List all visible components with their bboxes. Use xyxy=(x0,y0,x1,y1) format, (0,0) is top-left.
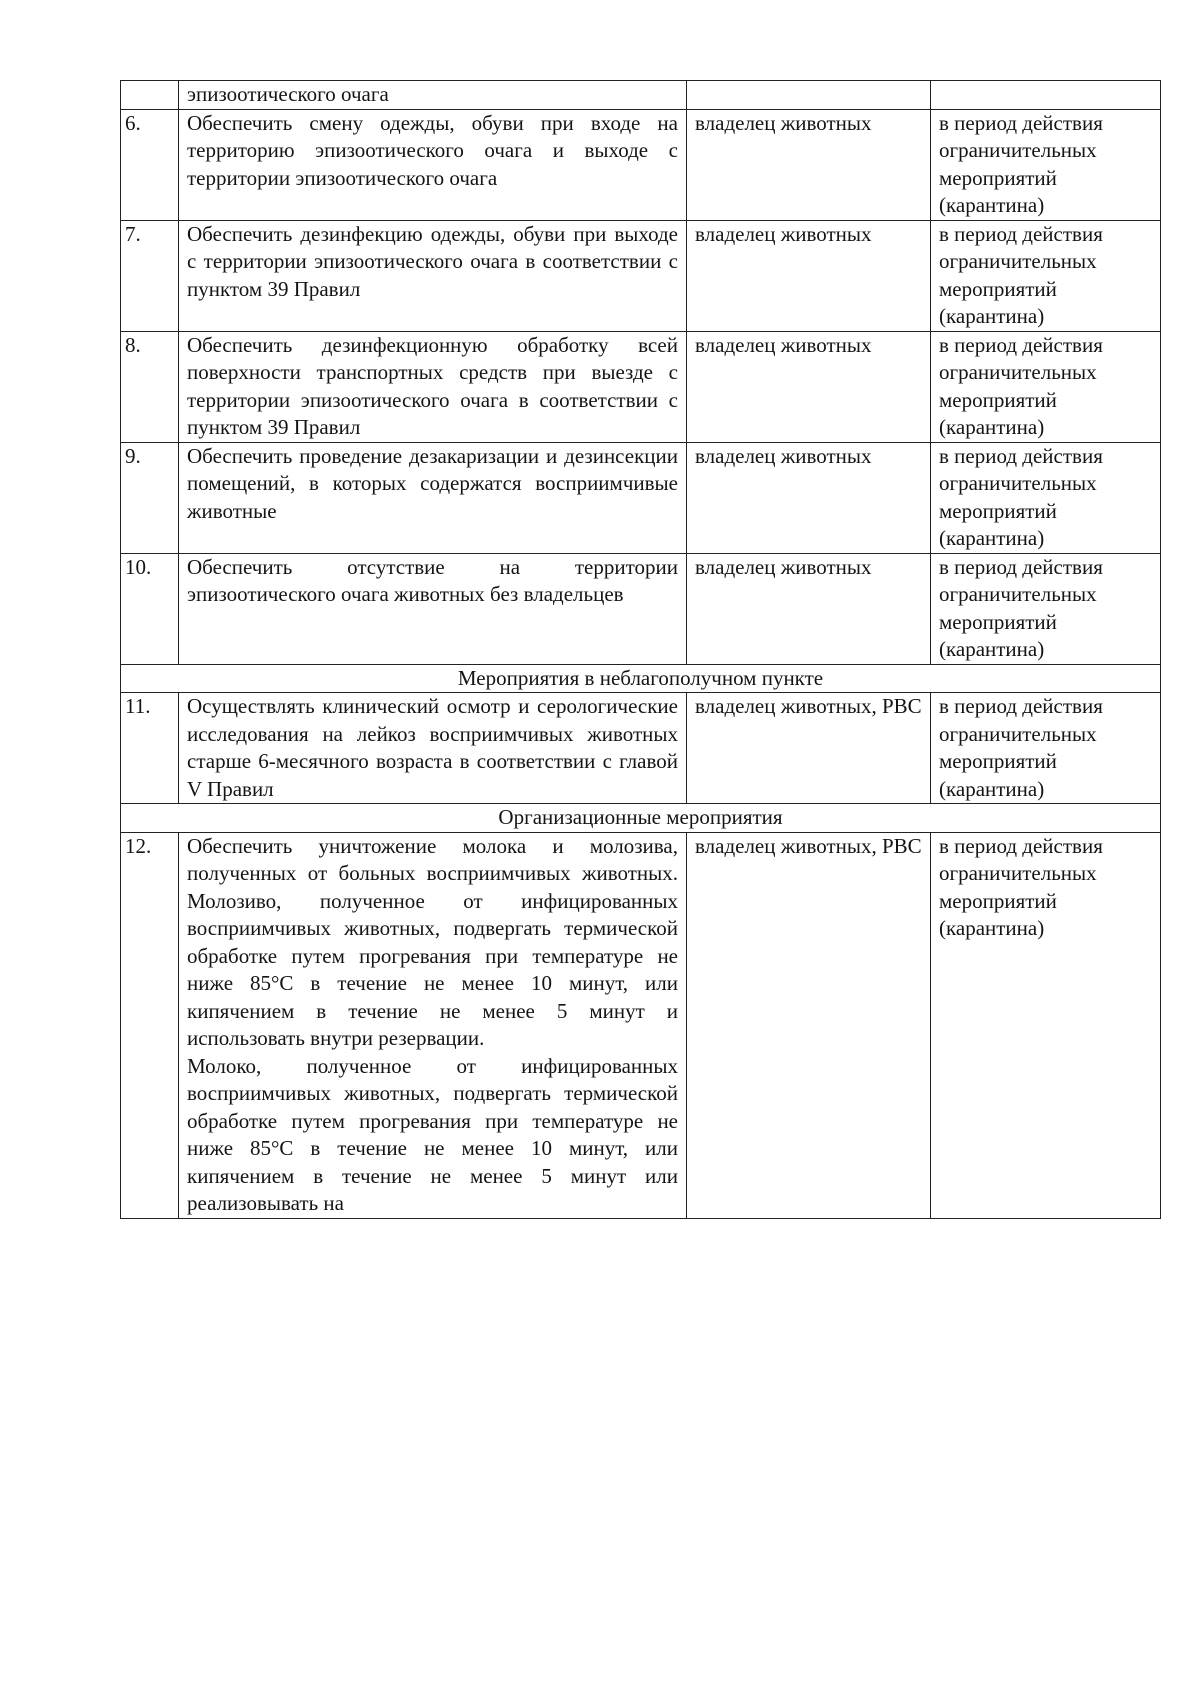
period-text: в период действия ограничительных мероприятий (карантина) xyxy=(931,553,1161,664)
table-row xyxy=(121,693,1161,804)
period-text: в период действия ограничительных мероприятий (карантина) xyxy=(931,832,1161,1218)
task-text: Обеспечить уничтожение молока и молозива, полученных от больных восприимчивых животных. Молозиво, полученное от инфицированных восприимчивых животных, подвергать термической обработке путем прогревания при температуре не ниже 85°С в течение не менее 10 минут, или кипячением в течение не менее 5 минут и использовать внутри резервации. xyxy=(187,833,678,1050)
section-row xyxy=(121,664,1161,693)
task-text: Обеспечить отсутствие на территории эпизоотического очага животных без владельцев xyxy=(179,553,687,664)
responsible-text: владелец животных xyxy=(687,109,931,220)
task-text: Обеспечить смену одежды, обуви при входе на территорию эпизоотического очага и выходе с территории эпизоотического очага xyxy=(179,109,687,220)
section-heading-unfavorable-point: Мероприятия в неблагополучном пункте xyxy=(121,664,1161,693)
period-text: в период действия ограничительных мероприятий (карантина) xyxy=(931,693,1161,804)
period-text: в период действия ограничительных мероприятий (карантина) xyxy=(931,442,1161,553)
table-row xyxy=(121,81,1161,110)
task-text: Осуществлять клинический осмотр и серологические исследования на лейкоз восприимчивых животных старше 6-месячного возраста в соответствии с главой V Правил xyxy=(179,693,687,804)
responsible-text xyxy=(687,81,931,110)
table-row xyxy=(121,553,1161,664)
table-row xyxy=(121,109,1161,220)
responsible-text: владелец животных xyxy=(687,553,931,664)
row-number: 7. xyxy=(121,220,179,331)
task-text: эпизоотического очага xyxy=(179,81,687,110)
table-row xyxy=(121,832,1161,1218)
row-number: 6. xyxy=(121,109,179,220)
task-text-continued: Молоко, полученное от инфицированных восприимчивых животных, подвергать термической обработке путем прогревания при температуре не ниже 85°С в течение не менее 10 минут, или кипячением в течение не менее 5 минут или реализовывать на xyxy=(187,1053,678,1215)
row-number: 9. xyxy=(121,442,179,553)
task-cell xyxy=(179,832,687,1218)
responsible-text: владелец животных xyxy=(687,331,931,442)
task-text: Обеспечить дезинфекционную обработку всей поверхности транспортных средств при выезде с территории эпизоотического очага в соответствии с пунктом 39 Правил xyxy=(179,331,687,442)
row-number: 12. xyxy=(121,832,179,1218)
row-number: 8. xyxy=(121,331,179,442)
section-row xyxy=(121,804,1161,833)
responsible-text: владелец животных, РВС xyxy=(687,832,931,1218)
row-number xyxy=(121,81,179,110)
responsible-text: владелец животных, РВС xyxy=(687,693,931,804)
period-text: в период действия ограничительных мероприятий (карантина) xyxy=(931,220,1161,331)
section-heading-organizational: Организационные мероприятия xyxy=(121,804,1161,833)
table-row xyxy=(121,442,1161,553)
row-number: 10. xyxy=(121,553,179,664)
period-text: в период действия ограничительных мероприятий (карантина) xyxy=(931,109,1161,220)
task-text: Обеспечить проведение дезакаризации и дезинсекции помещений, в которых содержатся восприимчивые животные xyxy=(179,442,687,553)
task-text: Обеспечить дезинфекцию одежды, обуви при выходе с территории эпизоотического очага в соответствии с пунктом 39 Правил xyxy=(179,220,687,331)
responsible-text: владелец животных xyxy=(687,442,931,553)
measures-table xyxy=(120,80,1161,1219)
responsible-text: владелец животных xyxy=(687,220,931,331)
row-number: 11. xyxy=(121,693,179,804)
period-text: в период действия ограничительных мероприятий (карантина) xyxy=(931,331,1161,442)
period-text xyxy=(931,81,1161,110)
table-row xyxy=(121,331,1161,442)
table-row xyxy=(121,220,1161,331)
